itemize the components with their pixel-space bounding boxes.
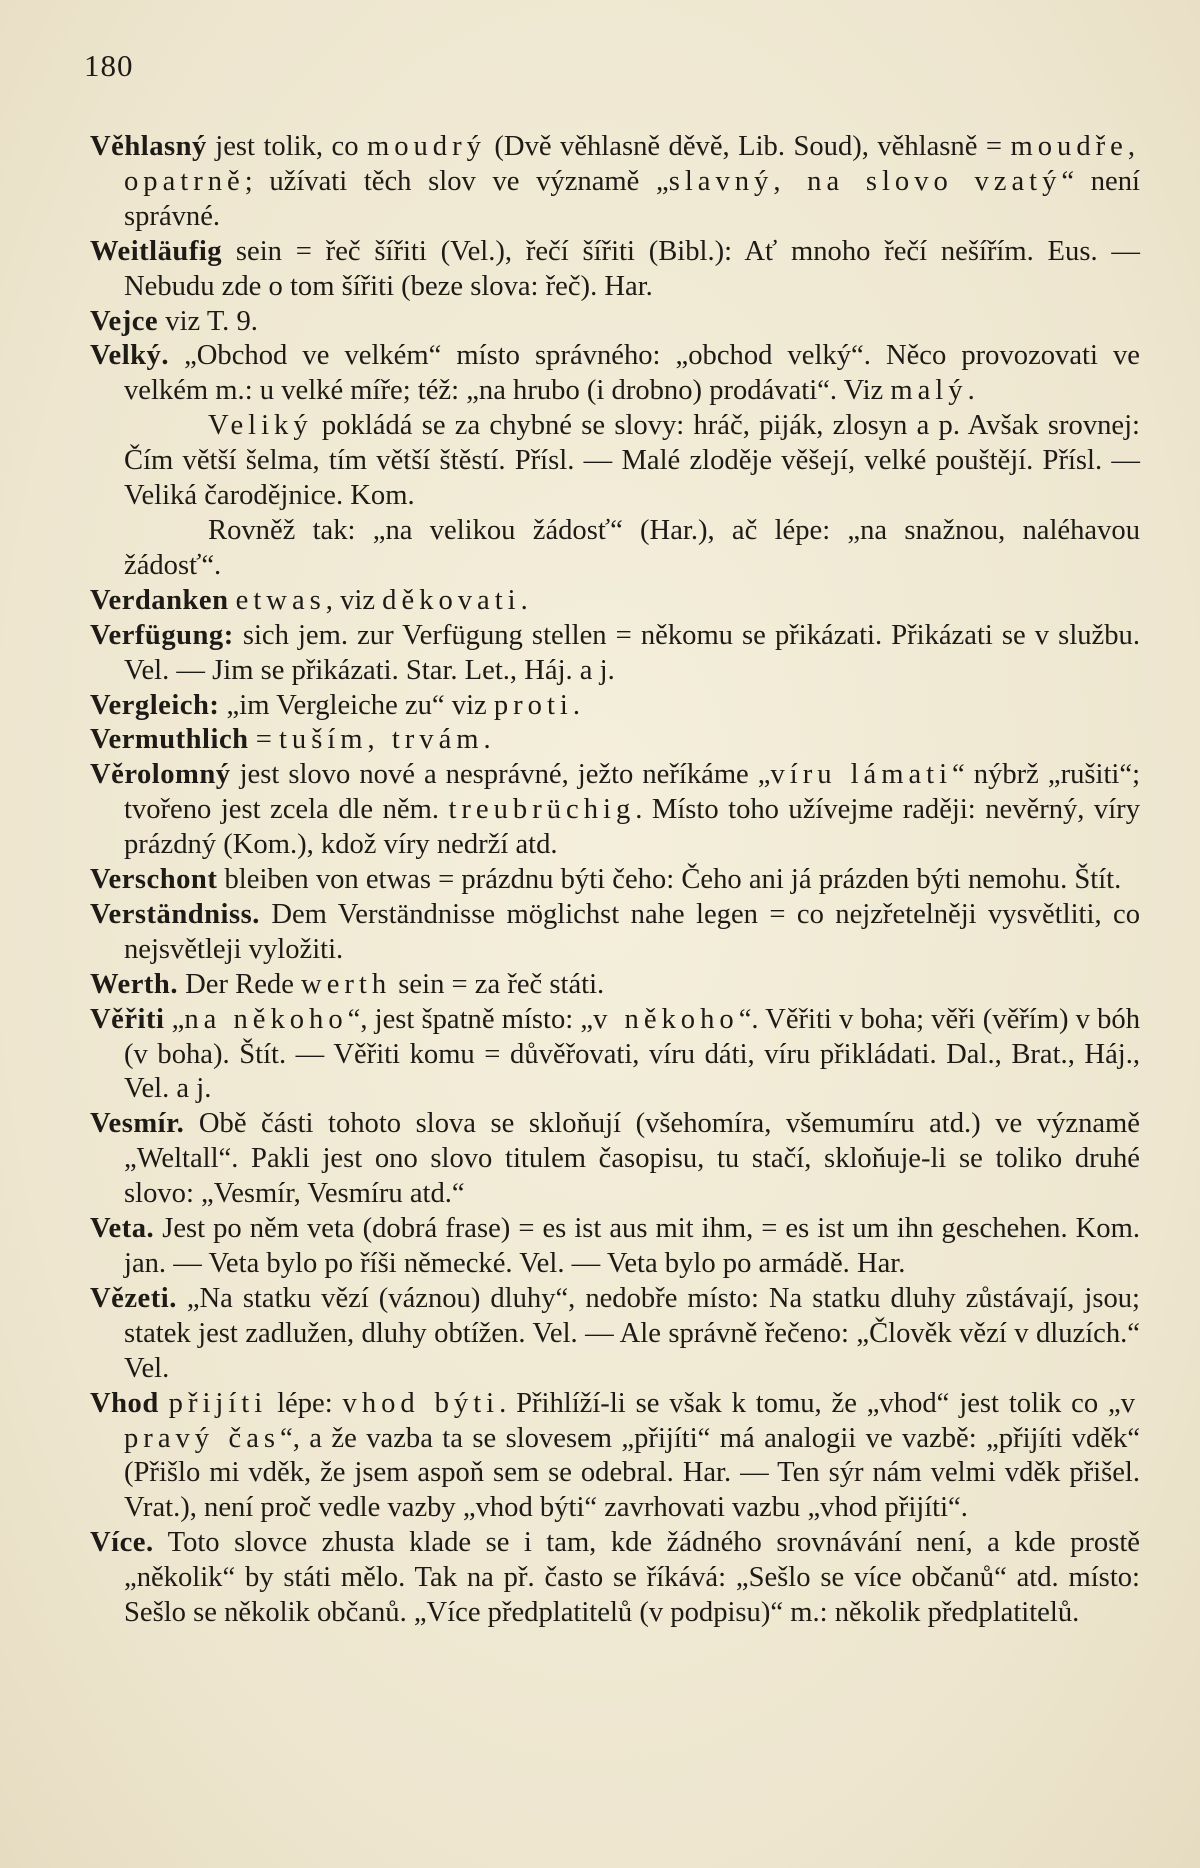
entry-headword: Věrolomný <box>90 759 231 791</box>
spaced-term: na někoho <box>184 1003 348 1035</box>
entry-text: bleiben von etwas = prázdnu býti čeho: Čeho ani já prázden býti nemohu. Štít. <box>217 864 1122 896</box>
entry-text: „Na statku vězí (váznou) dluhy“, nedobře místo: Na statku dluhy zůstávají, jsou; statek jest zadlužen, dluhy obtížen. Vel. — Ale správně řečeno: „Člověk vězí v dluzích.“ Vel. <box>124 1282 1140 1384</box>
dictionary-entry <box>90 723 1140 758</box>
dictionary-entry <box>90 758 1140 863</box>
dictionary-entry <box>90 863 1140 898</box>
entry-text: . <box>967 375 975 407</box>
entry-headword: Verdanken <box>90 584 229 616</box>
entry-text: . Přihlíží-li se však k tomu, že „vhod“ jest tolik co „ <box>499 1387 1121 1419</box>
entry-text: sein = za řeč státi. <box>391 968 605 1000</box>
spaced-term: přijíti <box>168 1387 268 1419</box>
entry-text <box>159 1388 169 1419</box>
entry-text: Dem Verständnisse möglichst nahe legen = co nejzřetelněji vysvětliti, co nejsvětleji vyložiti. <box>124 898 1140 965</box>
entry-text: “ není správné. <box>124 165 1140 232</box>
entry-text: viz T. 9. <box>158 305 258 337</box>
dictionary-entry <box>90 968 1140 1003</box>
spaced-term: moudře, opatrně <box>124 131 1140 197</box>
dictionary-entry <box>90 1387 1140 1527</box>
entry-text: . <box>572 689 581 721</box>
dictionary-entry <box>90 1003 1140 1108</box>
spaced-term: etwas <box>235 584 326 616</box>
entry-text: (Dvě věhlasně děvě, Lib. Soud), věhlasně = <box>485 131 1011 162</box>
spaced-term: slavný, na slovo vzatý <box>668 165 1062 197</box>
entry-headword: Velký. <box>90 340 170 372</box>
entry-headword: Verfügung: <box>90 619 234 651</box>
spaced-term: moudrý <box>366 131 486 162</box>
spaced-term: werth <box>301 968 392 1000</box>
entry-text: . Místo toho užívejme raději: nevěrný, víry prázdný (Kom.), kdož víry nedrží atd. <box>124 794 1140 861</box>
page-number: 180 <box>84 48 134 83</box>
entry-headword: Věřiti <box>90 1003 165 1035</box>
dictionary-entry <box>90 619 1140 689</box>
entry-headword: Weitläufig <box>90 235 223 267</box>
entry-text: jest tolik, co <box>206 131 367 162</box>
spaced-term: v někoho <box>593 1003 739 1035</box>
entry-text: jest slovo nové a nesprávné, ježto neříkáme „ <box>230 759 771 791</box>
entry-text: . <box>483 724 491 756</box>
entry-text: “, a že vazba ta se slovesem „přijíti“ má analogii ve vazbě: „přijíti vděk“ (Přišlo mi vděk, že jsem aspoň sem se odebral. Har. — Ten sýr nám velmi vděk přišel. Vrat.), není proč vedle vazby „vhod býti“ zavrhovati vazbu „vhod přijíti“. <box>124 1422 1141 1524</box>
entry-text: lépe: <box>267 1387 343 1419</box>
entry-headword: Verschont <box>90 864 218 896</box>
dictionary-entry <box>90 584 1140 619</box>
entry-headword: Verständniss. <box>90 898 260 930</box>
entry-text: „ <box>164 1003 185 1035</box>
spaced-term: malý <box>890 375 968 407</box>
dictionary-entry <box>90 1212 1140 1282</box>
entry-text: Jest po něm veta (dobrá frase) = es ist aus mit ihm, = es ist um ihn geschehen. Kom. jan. — Veta bylo po říši německé. Vel. — Veta bylo po armádě. Har. <box>124 1213 1140 1279</box>
entry-headword: Werth. <box>90 968 178 1000</box>
spaced-term: v pravý čas <box>124 1387 1140 1454</box>
entry-text: “, jest špatně místo: „ <box>347 1003 594 1035</box>
entry-text: sich jem. zur Verfügung stellen = někomu se přikázati. Přikázati se v službu. Vel. — Jim se přikázati. Star. Let., Háj. a j. <box>124 619 1140 686</box>
spaced-term: děkovati <box>382 584 521 616</box>
spaced-term: tuším, trvám <box>278 724 484 756</box>
dictionary-entry <box>90 1282 1140 1387</box>
entry-text: Toto slovce zhusta klade se i tam, kde žádného srovnávání není, a kde prostě „několik“ by státi mělo. Tak na př. často se říkává: „Sešlo se více občanů“ atd. místo: Sešlo se několik občanů. „Více předplatitelů (v podpisu)“ m.: několik předplatitelů. <box>124 1527 1140 1629</box>
entry-text: “ nýbrž „rušiti“; tvořeno jest zcela dle něm. <box>124 759 1141 826</box>
dictionary-entry <box>90 305 1140 340</box>
entry-text: sein = řeč šířiti (Vel.), řečí šířiti (Bibl.): Ať mnoho řečí nešířím. Eus. — Nebudu zde o tom šířiti (beze slova: řeč). Har. <box>124 235 1140 302</box>
entry-text: „Obchod ve velkém“ místo správného: „obchod velký“. Něco provozovati ve velkém m.: u velké míře; též: „na hrubo (i drobno) prodávati“. Viz <box>124 340 1140 407</box>
dictionary-entry <box>90 1526 1140 1631</box>
dictionary-entry <box>90 130 1140 235</box>
entry-headword: Vergleich: <box>90 689 220 721</box>
dictionary-entry <box>90 898 1140 968</box>
entry-text: Rovněž tak: „na velikou žádosť“ (Har.), ač lépe: „na snažnou, naléhavou žádosť“. <box>124 514 1140 581</box>
entry-text: „im Vergleiche zu“ viz <box>219 689 494 721</box>
entry-headword: Vermuthlich <box>90 724 249 756</box>
dictionary-entry <box>90 689 1140 724</box>
dictionary-entry <box>90 339 1140 409</box>
spaced-term: Veliký <box>208 410 313 442</box>
spaced-term: proti <box>493 689 573 721</box>
entry-headword: Vesmír. <box>90 1108 185 1140</box>
entry-headword: Věhlasný <box>90 131 207 162</box>
entry-headword: Veta. <box>90 1213 155 1245</box>
entry-text: Der Rede <box>177 968 302 1000</box>
entry-text: “. Věřiti v boha; věři (věřím) v bóh (v boha). Štít. — Věřiti komu = důvěřovati, víru dáti, víru přikládati. Dal., Brat., Háj., Vel. a j. <box>124 1003 1141 1105</box>
entry-text: ; užívati těch slov ve významě „ <box>244 165 669 197</box>
entry-paragraph <box>90 514 1140 584</box>
spaced-term: vhod býti <box>342 1387 500 1419</box>
entry-headword: Vězeti. <box>90 1282 177 1314</box>
dictionary-entries <box>90 130 1140 1631</box>
entry-headword: Vhod <box>90 1387 159 1419</box>
entry-paragraph <box>90 409 1140 514</box>
spaced-term: víru lámati <box>770 759 953 791</box>
entry-headword: Vejce <box>90 305 159 337</box>
entry-text <box>229 585 236 616</box>
dictionary-entry <box>90 235 1140 305</box>
spaced-term: treubrüchig <box>448 794 636 826</box>
entry-text: pokládá se za chybné se slovy: hráč, piják, zlosyn a p. Avšak srovnej: Čím větší šelma, tím větší štěstí. Přísl. — Malé zloděje věšejí, velké pouštějí. Přísl. — Veliká čarodějnice. Kom. <box>124 410 1140 512</box>
entry-text: . <box>520 584 528 616</box>
entry-headword: Více. <box>90 1527 154 1559</box>
dictionary-entry <box>90 1107 1140 1212</box>
entry-text: = <box>248 724 279 756</box>
entry-text: Obě části tohoto slova se skloňují (všehomíra, všemumíru atd.) ve významě „Weltall“. Pakli jest ono slovo titulem časopisu, tu stačí, skloňuje-li se toliko druhé slovo: „Vesmír, Vesmíru atd.“ <box>124 1108 1140 1210</box>
entry-text: , viz <box>325 584 383 616</box>
